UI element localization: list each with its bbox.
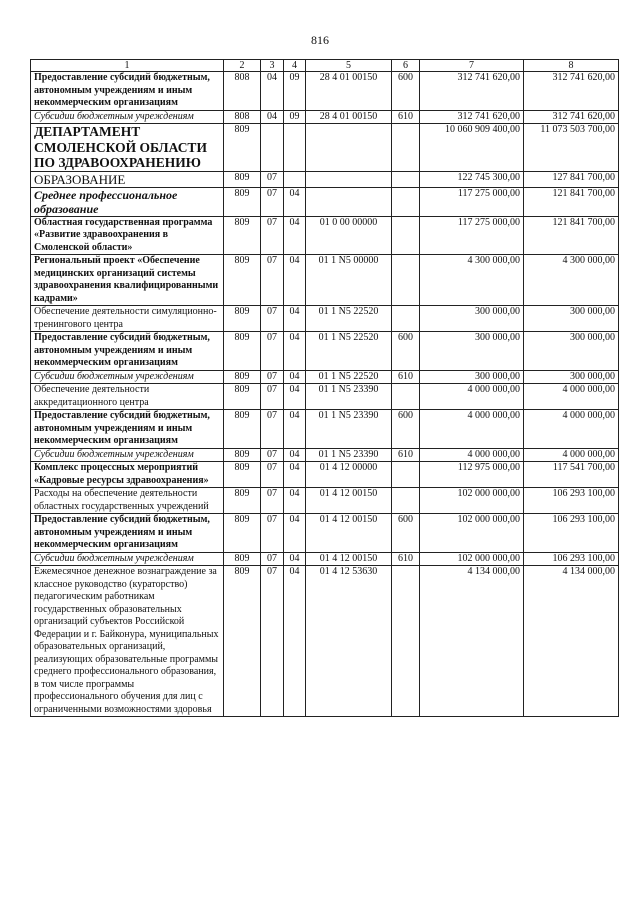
admin-code-cell: 809 <box>224 171 261 187</box>
admin-code-cell: 809 <box>224 410 261 449</box>
expense-type-cell <box>392 306 420 332</box>
budget-table <box>30 59 619 717</box>
expense-type-cell <box>392 216 420 255</box>
amount-year2-cell: 4 300 000,00 <box>524 255 619 306</box>
admin-code-cell: 809 <box>224 488 261 514</box>
target-article-cell: 01 1 N5 23390 <box>306 384 392 410</box>
table-row <box>31 566 619 717</box>
section-code-cell: 04 <box>261 110 284 124</box>
admin-code-cell: 808 <box>224 72 261 111</box>
admin-code-cell: 809 <box>224 255 261 306</box>
section-code-cell: 07 <box>261 255 284 306</box>
subsection-code-cell: 04 <box>284 462 306 488</box>
amount-year2-cell: 117 541 700,00 <box>524 462 619 488</box>
amount-year1-cell: 112 975 000,00 <box>420 462 524 488</box>
row-name-cell: Ежемесячное денежное вознаграждение за классное руководство (кураторство) педагогическим работникам государственных образовательных организаций субъектов Российской Федерации и г. Байконура, муниципальных образовательных организаций, реализующих образовательные программы среднего профессионального образования, в том числе программы профессионального обучения для лиц с ограниченными возможностями здоровья <box>31 566 224 717</box>
admin-code-cell: 809 <box>224 462 261 488</box>
table-row <box>31 462 619 488</box>
expense-type-cell: 600 <box>392 332 420 371</box>
subsection-code-cell: 04 <box>284 370 306 384</box>
subsection-code-cell: 04 <box>284 514 306 553</box>
section-code-cell: 04 <box>261 72 284 111</box>
target-article-cell: 01 1 N5 23390 <box>306 448 392 462</box>
header-cell: 5 <box>306 60 392 72</box>
row-name-cell: Субсидии бюджетным учреждениям <box>31 110 224 124</box>
table-row <box>31 187 619 216</box>
amount-year1-cell: 117 275 000,00 <box>420 187 524 216</box>
table-row <box>31 410 619 449</box>
expense-type-cell: 600 <box>392 514 420 553</box>
header-cell: 3 <box>261 60 284 72</box>
expense-type-cell: 610 <box>392 370 420 384</box>
admin-code-cell: 809 <box>224 216 261 255</box>
subsection-code-cell: 04 <box>284 187 306 216</box>
table-row <box>31 255 619 306</box>
row-name-cell: Субсидии бюджетным учреждениям <box>31 448 224 462</box>
row-name-cell: Региональный проект «Обеспечение медицинских организаций системы здравоохранения квалифицированными кадрами» <box>31 255 224 306</box>
expense-type-cell <box>392 462 420 488</box>
subsection-code-cell <box>284 124 306 172</box>
table-row <box>31 171 619 187</box>
header-cell: 4 <box>284 60 306 72</box>
amount-year2-cell: 300 000,00 <box>524 332 619 371</box>
amount-year2-cell: 121 841 700,00 <box>524 187 619 216</box>
target-article-cell: 28 4 01 00150 <box>306 72 392 111</box>
amount-year1-cell: 4 000 000,00 <box>420 384 524 410</box>
amount-year1-cell: 312 741 620,00 <box>420 72 524 111</box>
row-name-cell: Расходы на обеспечение деятельности областных государственных учреждений <box>31 488 224 514</box>
row-name-cell: Среднее профессиональное образование <box>31 187 224 216</box>
header-cell: 1 <box>31 60 224 72</box>
row-name-cell: Субсидии бюджетным учреждениям <box>31 370 224 384</box>
table-row <box>31 384 619 410</box>
section-code-cell: 07 <box>261 370 284 384</box>
amount-year2-cell: 312 741 620,00 <box>524 110 619 124</box>
subsection-code-cell: 04 <box>284 332 306 371</box>
table-row <box>31 124 619 172</box>
header-row <box>31 60 619 72</box>
subsection-code-cell: 04 <box>284 384 306 410</box>
row-name-cell: Областная государственная программа «Развитие здравоохранения в Смоленской области» <box>31 216 224 255</box>
amount-year1-cell: 122 745 300,00 <box>420 171 524 187</box>
table-body <box>31 72 619 717</box>
page-number: 816 <box>311 33 329 47</box>
row-name-cell: Комплекс процессных мероприятий «Кадровые ресурсы здравоохранения» <box>31 462 224 488</box>
amount-year2-cell: 106 293 100,00 <box>524 514 619 553</box>
table-row <box>31 370 619 384</box>
amount-year2-cell: 121 841 700,00 <box>524 216 619 255</box>
expense-type-cell <box>392 171 420 187</box>
amount-year2-cell: 4 000 000,00 <box>524 448 619 462</box>
amount-year1-cell: 312 741 620,00 <box>420 110 524 124</box>
expense-type-cell <box>392 384 420 410</box>
amount-year2-cell: 106 293 100,00 <box>524 552 619 566</box>
subsection-code-cell <box>284 171 306 187</box>
target-article-cell: 01 1 N5 22520 <box>306 332 392 371</box>
amount-year1-cell: 117 275 000,00 <box>420 216 524 255</box>
admin-code-cell: 809 <box>224 187 261 216</box>
admin-code-cell: 809 <box>224 552 261 566</box>
amount-year2-cell: 312 741 620,00 <box>524 72 619 111</box>
amount-year1-cell: 4 134 000,00 <box>420 566 524 717</box>
admin-code-cell: 809 <box>224 124 261 172</box>
row-name-cell: Предоставление субсидий бюджетным, автономным учреждениям и иным некоммерческим организациям <box>31 410 224 449</box>
target-article-cell: 01 4 12 00000 <box>306 462 392 488</box>
section-code-cell: 07 <box>261 306 284 332</box>
amount-year1-cell: 300 000,00 <box>420 306 524 332</box>
amount-year2-cell: 4 000 000,00 <box>524 410 619 449</box>
amount-year1-cell: 102 000 000,00 <box>420 514 524 553</box>
section-code-cell: 07 <box>261 514 284 553</box>
table-row <box>31 488 619 514</box>
target-article-cell <box>306 187 392 216</box>
expense-type-cell <box>392 255 420 306</box>
section-code-cell: 07 <box>261 187 284 216</box>
row-name-cell: Предоставление субсидий бюджетным, автономным учреждениям и иным некоммерческим организациям <box>31 332 224 371</box>
admin-code-cell: 809 <box>224 370 261 384</box>
row-name-cell: Обеспечение деятельности симуляционно-тренингового центра <box>31 306 224 332</box>
amount-year2-cell: 4 000 000,00 <box>524 384 619 410</box>
subsection-code-cell: 04 <box>284 216 306 255</box>
target-article-cell <box>306 124 392 172</box>
target-article-cell: 28 4 01 00150 <box>306 110 392 124</box>
amount-year1-cell: 4 300 000,00 <box>420 255 524 306</box>
expense-type-cell: 600 <box>392 72 420 111</box>
row-name-cell: ДЕПАРТАМЕНТ СМОЛЕНСКОЙ ОБЛАСТИ ПО ЗДРАВООХРАНЕНИЮ <box>31 124 224 172</box>
expense-type-cell: 610 <box>392 552 420 566</box>
subsection-code-cell: 04 <box>284 306 306 332</box>
subsection-code-cell: 04 <box>284 410 306 449</box>
expense-type-cell <box>392 124 420 172</box>
amount-year2-cell: 4 134 000,00 <box>524 566 619 717</box>
row-name-cell: Субсидии бюджетным учреждениям <box>31 552 224 566</box>
admin-code-cell: 809 <box>224 448 261 462</box>
admin-code-cell: 809 <box>224 514 261 553</box>
row-name-cell: ОБРАЗОВАНИЕ <box>31 171 224 187</box>
subsection-code-cell: 04 <box>284 448 306 462</box>
table-row <box>31 552 619 566</box>
header-cell: 6 <box>392 60 420 72</box>
header-cell: 2 <box>224 60 261 72</box>
target-article-cell: 01 1 N5 22520 <box>306 370 392 384</box>
subsection-code-cell: 09 <box>284 72 306 111</box>
expense-type-cell <box>392 566 420 717</box>
subsection-code-cell: 04 <box>284 566 306 717</box>
target-article-cell: 01 4 12 00150 <box>306 514 392 553</box>
admin-code-cell: 808 <box>224 110 261 124</box>
target-article-cell: 01 0 00 00000 <box>306 216 392 255</box>
section-code-cell: 07 <box>261 448 284 462</box>
section-code-cell: 07 <box>261 216 284 255</box>
section-code-cell: 07 <box>261 462 284 488</box>
amount-year1-cell: 4 000 000,00 <box>420 448 524 462</box>
amount-year1-cell: 4 000 000,00 <box>420 410 524 449</box>
target-article-cell: 01 4 12 00150 <box>306 488 392 514</box>
section-code-cell: 07 <box>261 384 284 410</box>
admin-code-cell: 809 <box>224 306 261 332</box>
amount-year1-cell: 102 000 000,00 <box>420 552 524 566</box>
expense-type-cell: 610 <box>392 110 420 124</box>
amount-year1-cell: 300 000,00 <box>420 370 524 384</box>
table-row <box>31 448 619 462</box>
section-code-cell: 07 <box>261 488 284 514</box>
expense-type-cell: 610 <box>392 448 420 462</box>
section-code-cell: 07 <box>261 566 284 717</box>
admin-code-cell: 809 <box>224 332 261 371</box>
table-row <box>31 514 619 553</box>
amount-year2-cell: 106 293 100,00 <box>524 488 619 514</box>
section-code-cell: 07 <box>261 552 284 566</box>
section-code-cell: 07 <box>261 410 284 449</box>
table-row <box>31 72 619 111</box>
section-code-cell: 07 <box>261 332 284 371</box>
subsection-code-cell: 04 <box>284 255 306 306</box>
row-name-cell: Предоставление субсидий бюджетным, автономным учреждениям и иным некоммерческим организациям <box>31 72 224 111</box>
target-article-cell: 01 4 12 53630 <box>306 566 392 717</box>
amount-year1-cell: 102 000 000,00 <box>420 488 524 514</box>
expense-type-cell <box>392 488 420 514</box>
subsection-code-cell: 04 <box>284 488 306 514</box>
section-code-cell: 07 <box>261 171 284 187</box>
expense-type-cell: 600 <box>392 410 420 449</box>
header-cell: 8 <box>524 60 619 72</box>
amount-year2-cell: 11 073 503 700,00 <box>524 124 619 172</box>
table-row <box>31 216 619 255</box>
target-article-cell: 01 4 12 00150 <box>306 552 392 566</box>
amount-year1-cell: 300 000,00 <box>420 332 524 371</box>
amount-year1-cell: 10 060 909 400,00 <box>420 124 524 172</box>
row-name-cell: Предоставление субсидий бюджетным, автономным учреждениям и иным некоммерческим организациям <box>31 514 224 553</box>
amount-year2-cell: 127 841 700,00 <box>524 171 619 187</box>
table-row <box>31 306 619 332</box>
expense-type-cell <box>392 187 420 216</box>
subsection-code-cell: 04 <box>284 552 306 566</box>
admin-code-cell: 809 <box>224 384 261 410</box>
amount-year2-cell: 300 000,00 <box>524 370 619 384</box>
admin-code-cell: 809 <box>224 566 261 717</box>
table-row <box>31 332 619 371</box>
table-row <box>31 110 619 124</box>
target-article-cell <box>306 171 392 187</box>
section-code-cell <box>261 124 284 172</box>
target-article-cell: 01 1 N5 00000 <box>306 255 392 306</box>
target-article-cell: 01 1 N5 22520 <box>306 306 392 332</box>
target-article-cell: 01 1 N5 23390 <box>306 410 392 449</box>
header-cell: 7 <box>420 60 524 72</box>
amount-year2-cell: 300 000,00 <box>524 306 619 332</box>
subsection-code-cell: 09 <box>284 110 306 124</box>
row-name-cell: Обеспечение деятельности аккредитационного центра <box>31 384 224 410</box>
